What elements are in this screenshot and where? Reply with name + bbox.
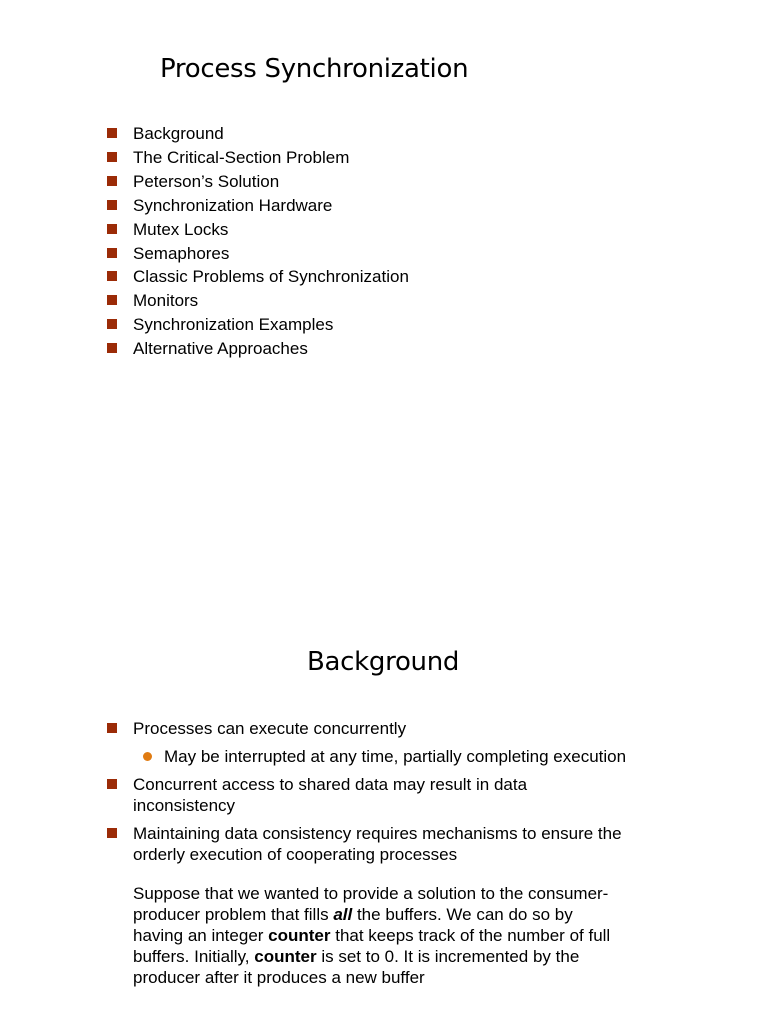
slide-content (107, 718, 627, 1005)
slide-background (0, 600, 768, 1024)
sub-list-item: May be interrupted at any time, partially completing execution (107, 746, 627, 767)
list-item: Processes can execute concurrently (107, 718, 627, 739)
list-item: Concurrent access to shared data may result in data inconsistency (107, 774, 627, 816)
square-bullet-icon (107, 828, 117, 838)
list-item: Peterson’s Solution (107, 170, 707, 194)
list-item: Monitors (107, 289, 707, 313)
square-bullet-icon (107, 779, 117, 789)
square-bullet-icon (107, 128, 117, 138)
square-bullet-icon (107, 200, 117, 210)
square-bullet-icon (107, 343, 117, 353)
list-item: Maintaining data consistency requires mechanisms to ensure the orderly execution of cooperating processes (107, 823, 627, 865)
list-item: The Critical-Section Problem (107, 146, 707, 170)
slide-title: Background (307, 647, 460, 677)
round-bullet-icon (143, 752, 152, 761)
square-bullet-icon (107, 319, 117, 329)
slide-process-synchronization (0, 0, 768, 420)
list-item: Synchronization Examples (107, 313, 707, 337)
list-item: Background (107, 122, 707, 146)
square-bullet-icon (107, 248, 117, 258)
list-item: Classic Problems of Synchronization (107, 265, 707, 289)
square-bullet-icon (107, 295, 117, 305)
list-item: Alternative Approaches (107, 337, 707, 361)
square-bullet-icon (107, 176, 117, 186)
topic-list (107, 122, 707, 361)
list-item: Semaphores (107, 242, 707, 266)
slide-title: Process Synchronization (160, 54, 469, 84)
square-bullet-icon (107, 152, 117, 162)
list-item: Synchronization Hardware (107, 194, 707, 218)
square-bullet-icon (107, 224, 117, 234)
explanation-paragraph: Suppose that we wanted to provide a solution to the consumer-producer problem that fills all the buffers. We can do so by having an integer counter that keeps track of the number of full buffers. Initially, counter is set to 0. It is incremented by the producer after it produces a new buffer (133, 884, 611, 987)
square-bullet-icon (107, 271, 117, 281)
list-item: Mutex Locks (107, 218, 707, 242)
square-bullet-icon (107, 723, 117, 733)
